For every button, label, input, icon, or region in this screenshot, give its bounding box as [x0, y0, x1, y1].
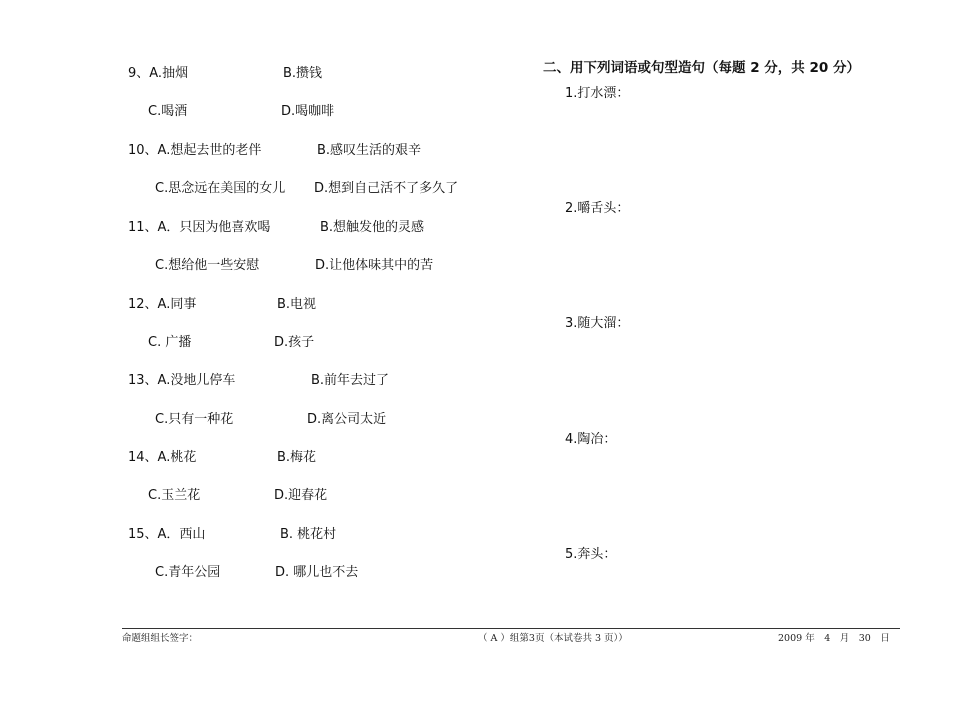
footer-date: 2009 年 4 月 30 日 [778, 633, 890, 644]
question-10-option-b: B.感叹生活的艰辛 [317, 143, 422, 158]
footer-page-info: （ A ）组第3页（本试卷共 3 页）） [478, 633, 628, 644]
question-10-option-d: D.想到自己活不了多久了 [314, 181, 459, 196]
question-13-option-b: B.前年去过了 [311, 373, 390, 388]
question-15-option-d: D. 哪儿也不去 [275, 565, 359, 580]
question-9-option-a: 9、A.抽烟 [128, 66, 189, 81]
question-12-option-c: C. 广播 [148, 335, 192, 350]
question-15-option-c: C.青年公园 [155, 565, 221, 580]
question-13-option-c: C.只有一种花 [155, 412, 234, 427]
question-11-option-d: D.让他体味其中的苦 [315, 258, 434, 273]
sentence-item-4: 4.陶冶： [565, 432, 617, 447]
sentence-item-2: 2.嚼舌头： [565, 201, 630, 216]
question-11-option-c: C.想给他一些安慰 [155, 258, 260, 273]
section-2-title: 二、用下列词语或句型造句（每题 2 分，共 20 分） [543, 60, 860, 76]
question-14-option-b: B.梅花 [277, 450, 317, 465]
question-13-option-d: D.离公司太近 [307, 412, 387, 427]
question-9-option-d: D.喝咖啡 [281, 104, 335, 119]
question-10-option-c: C.思念远在美国的女儿 [155, 181, 286, 196]
question-12-option-a: 12、A.同事 [128, 297, 197, 312]
question-14-option-a: 14、A.桃花 [128, 450, 197, 465]
question-9-option-b: B.攒钱 [283, 66, 323, 81]
question-15-option-a: 15、A．西山 [128, 527, 206, 542]
question-10-option-a: 10、A.想起去世的老伴 [128, 143, 262, 158]
footer-signature-label: 命题组组长签字： [122, 633, 199, 644]
question-11-option-b: B.想触发他的灵感 [320, 220, 425, 235]
sentence-item-3: 3.随大溜： [565, 316, 630, 331]
footer-rule [122, 628, 900, 629]
question-13-option-a: 13、A.没地儿停车 [128, 373, 236, 388]
sentence-item-5: 5.奔头： [565, 547, 617, 562]
question-14-option-c: C.玉兰花 [148, 488, 201, 503]
question-14-option-d: D.迎春花 [274, 488, 328, 503]
sentence-item-1: 1.打水漂： [565, 86, 630, 101]
question-11-option-a: 11、A．只因为他喜欢喝 [128, 220, 271, 235]
question-12-option-b: B.电视 [277, 297, 317, 312]
question-9-option-c: C.喝酒 [148, 104, 188, 119]
question-15-option-b: B. 桃花村 [280, 527, 337, 542]
question-12-option-d: D.孩子 [274, 335, 315, 350]
